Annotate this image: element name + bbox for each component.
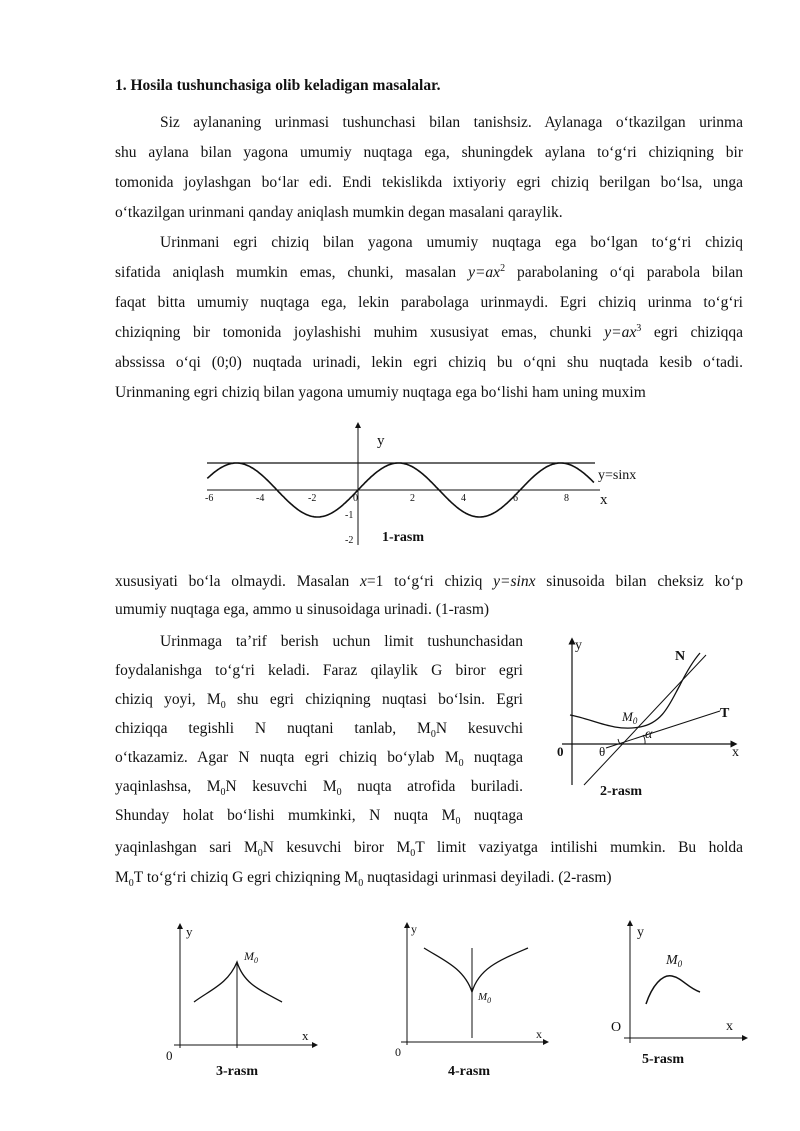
figure-caption: 1-rasm xyxy=(382,530,424,545)
section-title: 1. Hosila tushunchasiga olib keladigan masalalar. xyxy=(115,77,441,94)
point-n-label: N xyxy=(675,649,686,664)
p2-line-4: chiziqning bir tomonida joylashishi muhim xususiyat emas, chunki $y=ax^3$ egri chiziqqa xyxy=(115,322,743,341)
point-m0-label: $M_0$ xyxy=(622,709,638,726)
p1-line-4: o‘tkazilgan urinmani qanday aniqlash mumkin degan masalani qaraylik. xyxy=(115,204,563,221)
p4-line-1: Urinmaga ta’rif berish uchun limit tushunchasidan xyxy=(160,633,523,650)
p1-line-3: tomonida joylashgan bo‘lar edi. Endi tekislikda ixtiyoriy egri chiziq berilgan bo‘lsa, unga xyxy=(115,174,743,191)
p3-line-1: xususiyati bo‘la olmaydi. Masalan x=1 to‘g‘ri chiziq y=sinx sinusoida bilan cheksiz ko‘p xyxy=(115,573,743,590)
tick-label: 0 xyxy=(353,493,358,504)
curve-label: y=sinx xyxy=(598,468,637,483)
p2-line-1: Urinmani egri chiziq bilan yagona umumiy nuqtaga ega bo‘lgan to‘g‘ri chiziq xyxy=(160,234,743,251)
tick-label: -1 xyxy=(345,510,354,521)
p4-line-3: chiziq yoyi, $M_0$ shu egri chiziqning nuqtasi bo‘lsin. Egri xyxy=(115,691,523,712)
tick-label: -6 xyxy=(205,493,214,504)
theta-label: θ xyxy=(599,744,606,759)
p2-line-3: faqat bitta umumiy nuqtaga ega, lekin parabolaga urinmaydi. Egri chiziq urinma to‘g‘ri xyxy=(115,294,743,311)
figure-2-tangent xyxy=(548,635,748,810)
p3-line-2: umumiy nuqtaga ega, ammo u sinusoidaga urinadi. (1-rasm) xyxy=(115,601,490,618)
origin-label: 0 xyxy=(166,1048,173,1063)
point-m0-label: $M_0$ xyxy=(244,949,258,965)
y-label: y xyxy=(186,924,193,939)
tick-label: 2 xyxy=(410,493,415,504)
p4-line-2: foydalanishga to‘g‘ri keladi. Faraz qilaylik G biror egri xyxy=(115,662,523,679)
p4-line-9: $M_0T$ to‘g‘ri chiziq G egri chiziqning $M_0$ nuqtasidagi urinmasi deyiladi. (2-rasm) xyxy=(115,869,612,890)
y-label: y xyxy=(377,433,385,449)
p1-line-1: Siz aylananing urinmasi tushunchasi bilan tanishsiz. Aylanaga o‘tkazilgan urinma xyxy=(160,114,743,131)
tick-label: 4 xyxy=(461,493,466,504)
x-label: x xyxy=(600,492,608,508)
origin-label: O xyxy=(611,1020,622,1035)
tangent-t-label: T xyxy=(720,706,730,721)
x-label: x xyxy=(302,1028,309,1043)
p2-line-5: abssissa o‘qi (0;0) nuqtada urinadi, lekin egri chiziq bu o‘qni shu nuqtada kesib o‘tadi. xyxy=(115,354,743,371)
figure-5-endpoint xyxy=(610,918,750,1068)
curve xyxy=(424,948,528,992)
tick-label: -2 xyxy=(308,493,317,504)
point-m0-label: $M_0$ xyxy=(666,953,683,969)
y-label: y xyxy=(575,638,582,653)
figure-3-cusp xyxy=(160,920,320,1085)
p1-line-2: shu aylana bilan yagona umumiy nuqtaga ega, shuningdek aylana to‘g‘ri chiziqning bir xyxy=(115,144,743,161)
y-label: y xyxy=(637,925,644,940)
x-label: x xyxy=(536,1027,542,1041)
origin-label: 0 xyxy=(395,1045,401,1059)
curve xyxy=(194,962,282,1002)
tick-label: 8 xyxy=(564,493,569,504)
x-label: x xyxy=(732,745,739,760)
p4-line-8: yaqinlashgan sari $M_0N$ kesuvchi biror $M_0T$ limit vaziyatga intilishi mumkin. Bu holda xyxy=(115,839,744,860)
tick-label: -2 xyxy=(345,535,354,546)
p2-line-6: Urinmaning egri chiziq bilan yagona umumiy nuqtaga ega bo‘lishi ham uning muxim xyxy=(115,384,646,401)
tick-label: -4 xyxy=(256,493,265,504)
figure-caption: 5-rasm xyxy=(642,1052,684,1067)
secant-line xyxy=(584,655,706,785)
tick-label: 6 xyxy=(513,493,518,504)
p2-line-2: sifatida aniqlash mumkin emas, chunki, masalan $y=ax^2$ parabolaning o‘qi parabola bilan xyxy=(115,262,744,281)
origin-label: 0 xyxy=(557,744,564,759)
curve xyxy=(646,976,700,1004)
p4-line-4: chiziqqa tegishli N nuqtani tanlab, $M_0N$ kesuvchi xyxy=(115,720,523,741)
p4-line-7: Shunday holat bo‘lishi mumkinki, N nuqta $M_0$ nuqtaga xyxy=(115,807,523,828)
figure-caption: 4-rasm xyxy=(448,1064,490,1079)
figure-1-sine xyxy=(195,420,655,550)
point-m0-label: $M_0$ xyxy=(478,991,492,1005)
x-label: x xyxy=(726,1019,733,1034)
figure-caption: 2-rasm xyxy=(600,784,642,799)
figure-caption: 3-rasm xyxy=(216,1064,258,1079)
p4-line-6: yaqinlashsa, $M_0N$ kesuvchi $M_0$ nuqta atrofida buriladi. xyxy=(115,778,523,799)
alpha-label: α xyxy=(645,727,653,742)
theta-arc xyxy=(618,739,620,744)
p4-line-5: o‘tkazamiz. Agar N nuqta egri chiziq bo‘ylab $M_0$ nuqtaga xyxy=(115,749,523,770)
figure-4-cusp-down xyxy=(388,920,558,1085)
y-label: y xyxy=(411,922,417,936)
